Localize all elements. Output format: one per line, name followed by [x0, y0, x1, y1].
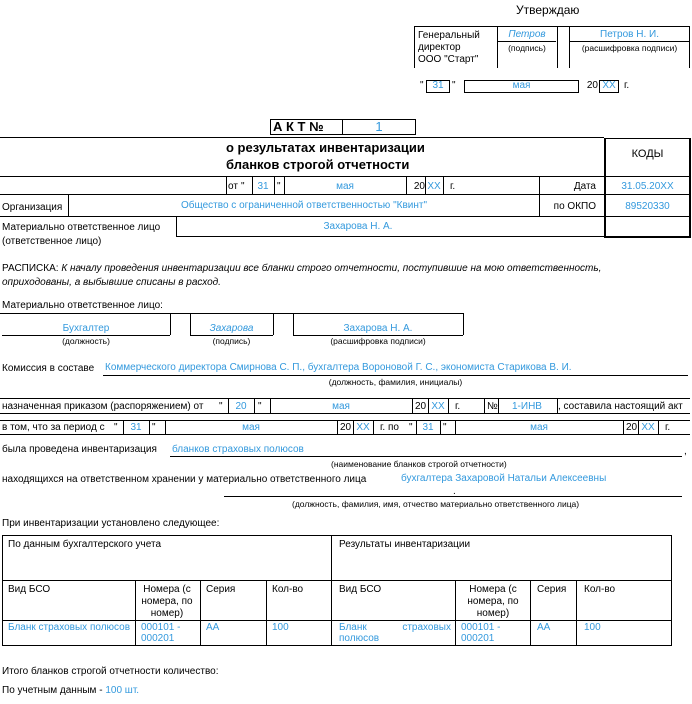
- commission-value: Коммерческого директора Смирнова С. П., бухгалтера Вороновой Г. С., экономиста Старикова В. И.: [105, 362, 572, 373]
- approval-role-line3: ООО "Старт": [418, 54, 479, 65]
- period-to-month: мая: [530, 422, 548, 433]
- act-date-month: мая: [336, 181, 354, 192]
- act-year-prefix: 20: [413, 181, 425, 192]
- custody-value: бухгалтера Захаровой Натальи Алексеевны: [401, 473, 607, 484]
- receipt-text: К началу проведения инвентаризации все бланки строго отчетности, поступившие на мою ответственность, оприходованы, а выбывшие списаны в расход.: [2, 263, 602, 288]
- period-from-month: мая: [242, 422, 260, 433]
- approval-year-suffix: ХХ: [602, 80, 616, 91]
- act-subtitle-line2: бланков строгой отчетности: [226, 157, 410, 172]
- table-row-numbers-right: 000101 - 000201: [461, 622, 501, 644]
- period-from-day: 31: [130, 422, 142, 433]
- approval-date-month: мая: [512, 80, 531, 91]
- findings-label: При инвентаризации установлено следующее:: [2, 518, 220, 529]
- totals-accounting-dash: -: [99, 685, 103, 696]
- commission-label: Комиссия в составе: [2, 363, 95, 374]
- commission-caption: (должность, фамилия, инициалы): [328, 377, 463, 387]
- order-number-label: №: [487, 401, 498, 412]
- totals-accounting-label: По учетным данным: [2, 685, 97, 696]
- codes-okpo-label: по ОКПО: [553, 201, 596, 212]
- act-year-suffix: ХХ: [427, 181, 441, 192]
- order-year-abbr: г.: [455, 401, 461, 412]
- approval-decoding: Петров Н. И.: [600, 29, 659, 40]
- order-tail: , составила настоящий акт: [558, 401, 683, 412]
- table-col-series-left: Серия: [206, 584, 236, 595]
- approval-role-line2: директор: [418, 42, 461, 53]
- inventory-caption: (наименование бланков строгой отчетности): [331, 459, 507, 469]
- order-number: 1-ИНВ: [512, 401, 542, 412]
- table-col-type-right: Вид БСО: [339, 584, 382, 595]
- act-date-label: от: [228, 181, 238, 192]
- codes-date-label: Дата: [573, 181, 596, 192]
- table-group-right: Результаты инвентаризации: [339, 539, 471, 550]
- responsible-signature-caption: (подпись): [212, 336, 251, 346]
- inventory-value: бланков страховых полюсов: [172, 444, 304, 455]
- table-row-type-right: Бланк страховых полюсов: [339, 622, 451, 644]
- order-day: 20: [235, 401, 247, 412]
- table-col-series-right: Серия: [537, 584, 567, 595]
- table-row-series-left: АА: [206, 622, 220, 633]
- responsible-value: Захарова Н. А.: [323, 221, 393, 232]
- totals-label: Итого бланков строгой отчетности количество:: [2, 666, 219, 677]
- table-row-numbers-left: 000101 - 000201: [141, 622, 181, 644]
- order-year-suffix: ХХ: [431, 401, 445, 412]
- table-col-qty-right: Кол-во: [584, 584, 616, 595]
- table-group-left: По данным бухгалтерского учета: [8, 539, 162, 550]
- act-subtitle-line1: о результатах инвентаризации: [226, 140, 425, 155]
- organization-value: Общество с ограниченной ответственностью "Квинт": [180, 200, 428, 211]
- period-from-year-suffix: ХХ: [356, 422, 370, 433]
- totals-accounting: [2, 685, 139, 696]
- totals-accounting-value: 100 шт.: [105, 685, 140, 696]
- approval-heading: Утверждаю: [516, 3, 580, 17]
- table-col-numbers-left: Номера (с номера, по номер): [141, 584, 193, 619]
- act-number: 1: [375, 119, 383, 134]
- table-col-numbers-right: Номера (с номера, по номер): [467, 584, 519, 619]
- act-year-abbr: г.: [450, 181, 456, 192]
- approval-signature-caption: (подпись): [508, 43, 546, 53]
- receipt: [2, 262, 662, 290]
- organization-label: Организация: [2, 202, 63, 213]
- table-row-type-left: Бланк страховых полюсов: [8, 622, 131, 633]
- period-year-abbr: г.: [665, 422, 671, 433]
- approval-year-abbr: г.: [624, 80, 630, 91]
- table-row-qty-right: 100: [584, 622, 601, 633]
- period-from-year-prefix: 20: [340, 422, 352, 433]
- period-to-year-prefix: 20: [626, 422, 638, 433]
- approval-role-line1: Генеральный: [418, 30, 480, 41]
- act-title-prefix: А К Т №: [273, 119, 324, 134]
- custody-caption: (должность, фамилия, имя, отчество материально ответственного лица): [292, 499, 580, 509]
- custody-label: находящихся на ответственном хранении у материально ответственного лица: [2, 474, 367, 485]
- act-date-day: 31: [257, 181, 269, 192]
- responsible-signature: Захарова: [209, 323, 254, 334]
- approval-signature: Петров: [508, 29, 546, 40]
- responsible-label-line1: Материально ответственное лицо: [2, 222, 161, 233]
- responsible-sign-label: Материально ответственное лицо:: [2, 300, 163, 311]
- responsible-position-caption: (должность): [62, 336, 110, 346]
- order-month: мая: [332, 401, 350, 412]
- period-to-label: г. по: [380, 422, 399, 433]
- order-label: назначенная приказом (распоряжением) от: [2, 401, 204, 412]
- responsible-position: Бухгалтер: [62, 323, 110, 334]
- period-label: в том, что за период с: [2, 422, 105, 433]
- receipt-label: РАСПИСКА:: [2, 263, 59, 274]
- responsible-label-line2: (ответственное лицо): [2, 236, 102, 247]
- approval-date-day: 31: [432, 80, 444, 91]
- responsible-decoding-caption: (расшифровка подписи): [330, 336, 426, 346]
- approval-decoding-caption: (расшифровка подписи): [581, 43, 678, 53]
- table-col-qty-left: Кол-во: [272, 584, 304, 595]
- inventory-label: была проведена инвентаризация: [2, 444, 157, 455]
- period-to-day: 31: [422, 422, 434, 433]
- order-year-prefix: 20: [415, 401, 427, 412]
- table-row-qty-left: 100: [272, 622, 289, 633]
- codes-header: КОДЫ: [631, 148, 664, 160]
- approval-year-prefix: 20: [586, 80, 598, 91]
- responsible-decoding: Захарова Н. А.: [343, 323, 413, 334]
- period-to-year-suffix: ХХ: [641, 422, 655, 433]
- table-col-type-left: Вид БСО: [8, 584, 51, 595]
- codes-date-value: 31.05.20ХХ: [621, 181, 674, 192]
- table-row-series-right: АА: [537, 622, 551, 633]
- codes-okpo-value: 89520330: [625, 201, 670, 212]
